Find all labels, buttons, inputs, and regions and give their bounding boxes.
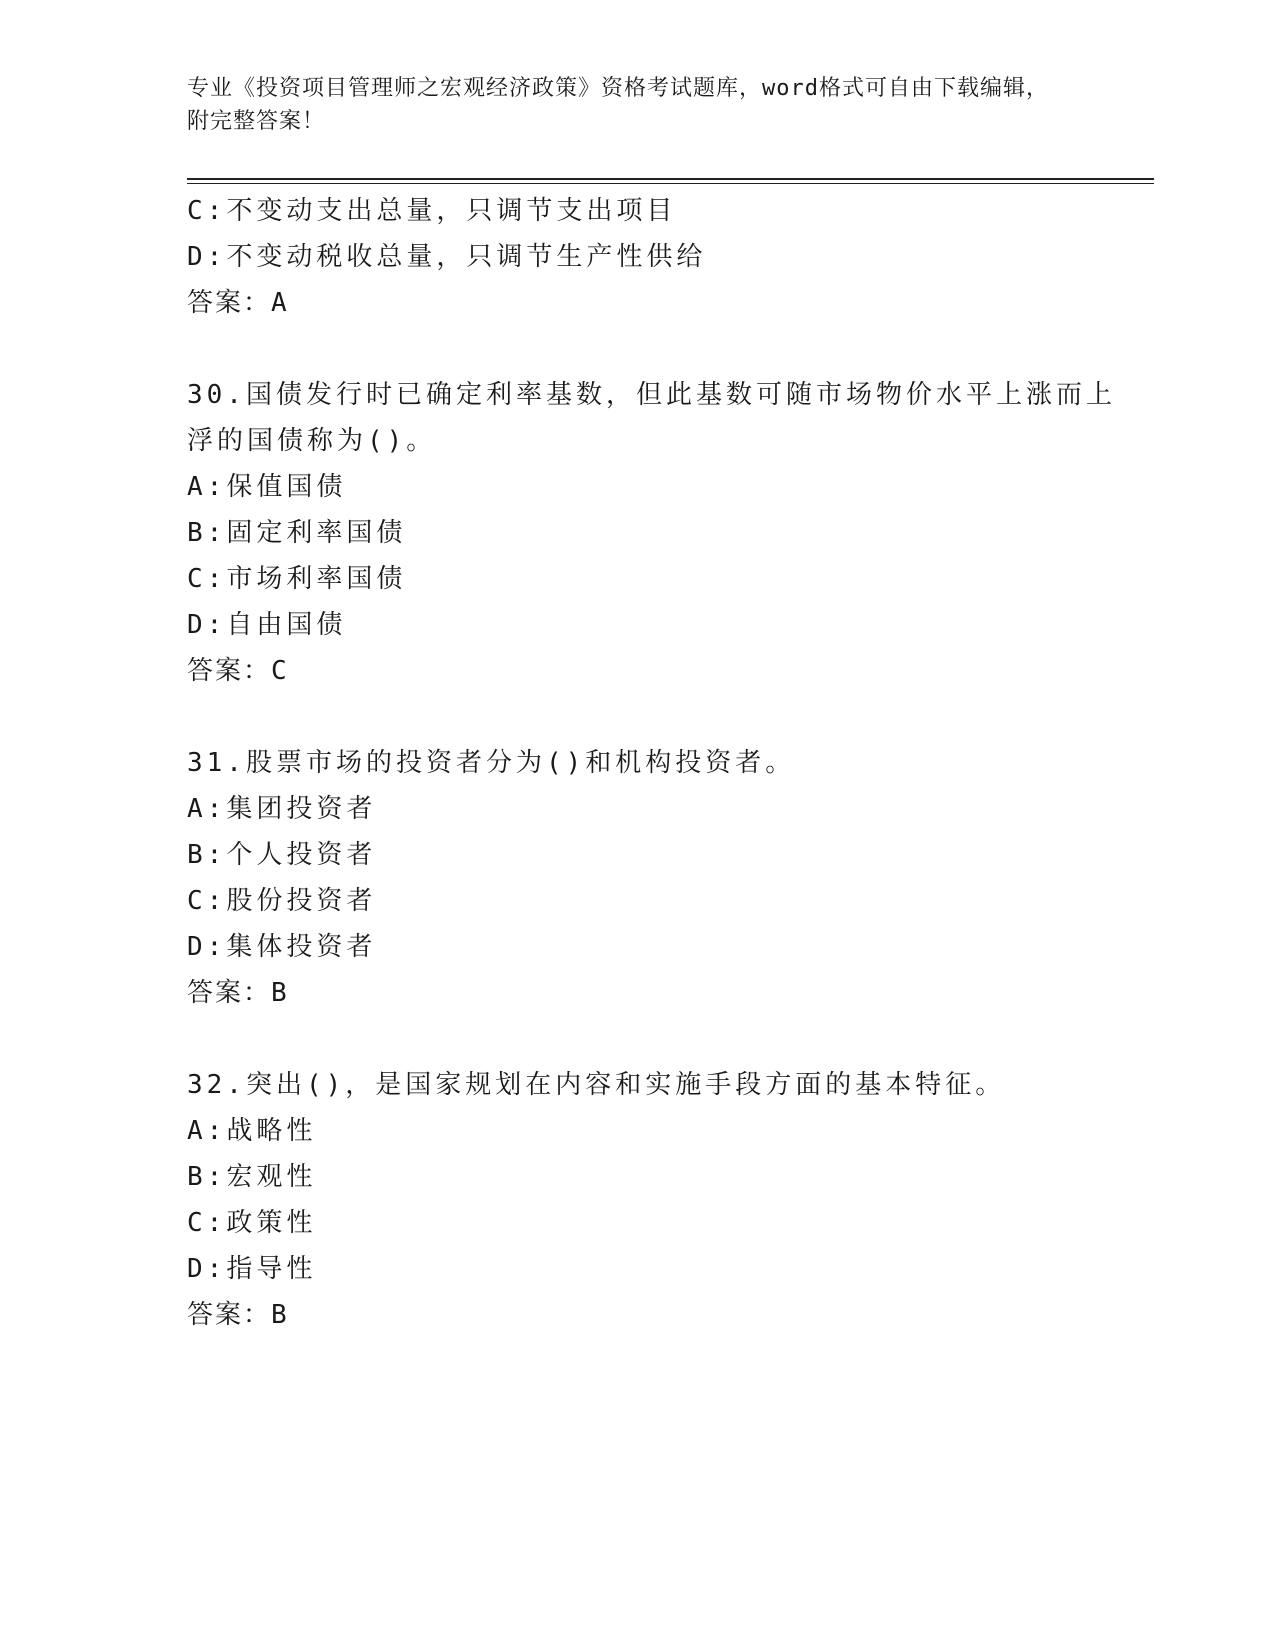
document-header <box>187 72 1067 138</box>
option-c <box>187 188 1087 234</box>
option-d <box>187 602 1087 648</box>
answer-label: 答案： <box>187 656 272 686</box>
answer-line <box>187 970 1087 1016</box>
option-text: 固定利率国债 <box>226 518 407 548</box>
question-text: 浮的国债称为()。 <box>187 426 437 456</box>
question-text: 股票市场的投资者分为()和机构投资者。 <box>245 748 796 778</box>
answer-value: B <box>271 978 289 1008</box>
option-text: 市场利率国债 <box>226 564 407 594</box>
option-letter: C: <box>187 886 227 916</box>
option-a <box>187 464 1087 510</box>
option-a <box>187 786 1087 832</box>
option-b <box>187 1154 1087 1200</box>
option-a <box>187 1108 1087 1154</box>
option-text: 战略性 <box>226 1116 317 1146</box>
option-text: 政策性 <box>226 1208 317 1238</box>
option-letter: C: <box>187 564 227 594</box>
option-text: 自由国债 <box>226 610 347 640</box>
header-divider-thick <box>187 178 1154 180</box>
answer-line <box>187 280 1087 326</box>
option-letter: D: <box>187 932 227 962</box>
header-text: 专业《投资项目管理师之宏观经济政策》资格考试题库，word格式可自由下载编辑，附完整答案！ <box>187 76 1049 134</box>
question-text: 国债发行时已确定利率基数，但此基数可随市场物价水平上涨而上 <box>245 380 1116 410</box>
option-c <box>187 878 1087 924</box>
question-text: 突出()，是国家规划在内容和实施手段方面的基本特征。 <box>245 1070 1006 1100</box>
option-text: 指导性 <box>226 1254 317 1284</box>
option-text: 不变动税收总量，只调节生产性供给 <box>226 242 707 272</box>
question-number: 30. <box>187 380 246 410</box>
option-text: 不变动支出总量，只调节支出项目 <box>226 196 677 226</box>
option-letter: D: <box>187 610 227 640</box>
option-letter: A: <box>187 472 227 502</box>
answer-line <box>187 648 1087 694</box>
option-d <box>187 1246 1087 1292</box>
header-divider-thin <box>187 183 1154 184</box>
option-letter: B: <box>187 840 227 870</box>
answer-value: B <box>271 1300 289 1330</box>
answer-value: A <box>271 288 289 318</box>
option-text: 个人投资者 <box>226 840 377 870</box>
option-text: 股份投资者 <box>226 886 377 916</box>
option-letter: A: <box>187 1116 227 1146</box>
answer-label: 答案： <box>187 978 272 1008</box>
answer-label: 答案： <box>187 288 272 318</box>
question-30-stem-line-1 <box>187 372 1116 418</box>
option-letter: D: <box>187 242 227 272</box>
answer-label: 答案： <box>187 1300 272 1330</box>
question-number: 32. <box>187 1070 246 1100</box>
option-d <box>187 924 1087 970</box>
option-letter: B: <box>187 1162 227 1192</box>
option-d <box>187 234 1087 280</box>
answer-line <box>187 1292 1087 1338</box>
option-letter: B: <box>187 518 227 548</box>
option-text: 集团投资者 <box>226 794 377 824</box>
option-text: 集体投资者 <box>226 932 377 962</box>
option-letter: A: <box>187 794 227 824</box>
question-number: 31. <box>187 748 246 778</box>
question-30-stem-line-2 <box>187 418 1087 464</box>
option-b <box>187 510 1087 556</box>
option-letter: C: <box>187 196 227 226</box>
question-32-stem <box>187 1062 1087 1108</box>
option-letter: C: <box>187 1208 227 1238</box>
option-letter: D: <box>187 1254 227 1284</box>
option-c <box>187 1200 1087 1246</box>
question-list <box>187 188 1116 1338</box>
question-31-stem <box>187 740 1087 786</box>
option-text: 宏观性 <box>226 1162 317 1192</box>
answer-value: C <box>271 656 289 686</box>
option-text: 保值国债 <box>226 472 347 502</box>
option-b <box>187 832 1087 878</box>
option-c <box>187 556 1087 602</box>
